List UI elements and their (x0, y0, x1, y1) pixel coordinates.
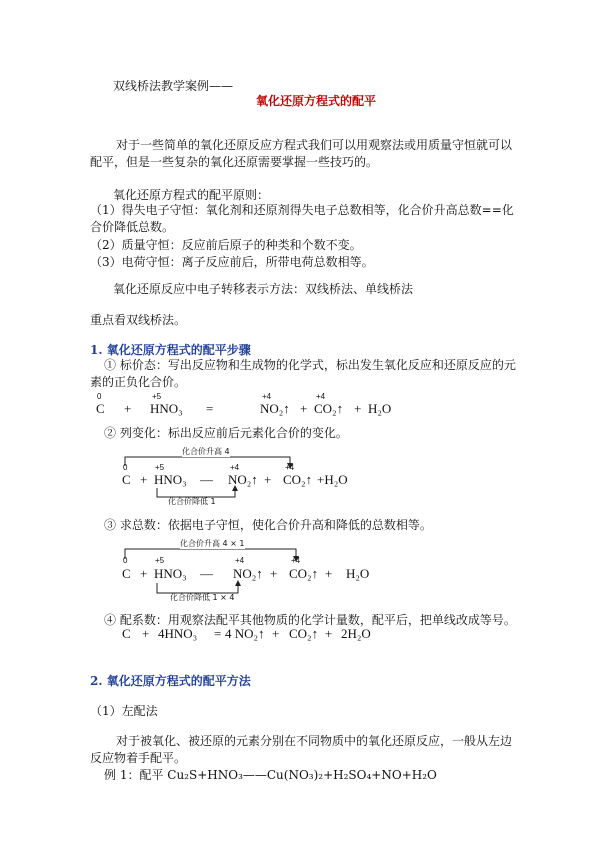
plus-sign: + (140, 472, 148, 487)
decrease-label: 化合价降低 1 (168, 497, 216, 506)
equals-sign: = (206, 401, 214, 416)
plus-sign: + (140, 566, 148, 581)
principle-item: （1）得失电子守恒：氧化剂和还原剂得失电子总数相等，化合价升高总数==化合价降低总数。 (90, 203, 514, 234)
formula-no2: NO₂↑ (228, 472, 258, 487)
plus-sign: + (300, 401, 308, 416)
ox-state: +5 (152, 392, 162, 401)
section2-subheading: （1）左配法 (90, 704, 158, 718)
formula-no2: NO₂↑ (260, 401, 290, 416)
formula-no2: NO₂↑ (233, 566, 263, 581)
ox-state: +5 (155, 556, 165, 565)
increase-label: 化合价升高 4 × 1 (180, 539, 245, 548)
ox-state: 0 (97, 392, 102, 401)
plus-sign: + (142, 626, 150, 641)
section2-description: 对于被氧化、被还原的元素分别在不同物质中的氧化还原反应，一般从左边反应物着手配平。 (90, 734, 513, 765)
ox-state: +4 (291, 556, 301, 565)
plus-sign: + (270, 566, 278, 581)
plus-sign: + (264, 472, 272, 487)
ox-state: 0 (123, 463, 128, 472)
formula-h2o: H₂O (346, 566, 370, 581)
formula-c: C (122, 626, 131, 641)
plus-sign: + (124, 401, 132, 416)
formula-co2: CO₂↑ (289, 626, 319, 641)
formula-h2o: H₂O (368, 401, 392, 416)
step4-text: ④ 配系数：用观察法配平其他物质的化学计量数，配平后，把单线改成等号。 (104, 613, 516, 627)
section1-heading: 1. 氧化还原方程式的配平步骤 (90, 343, 251, 357)
formula-no2: 4 NO₂↑ (225, 626, 265, 641)
equals-sign: = (214, 626, 222, 641)
intro-paragraph: 对于一些简单的氧化还原反应方程式我们可以用观察法或用质量守恒就可以配平，但是一些复杂的氧化还原需要掌握一些技巧的。 (90, 138, 513, 169)
ox-state: +4 (230, 463, 240, 472)
step1-text: ① 标价态：写出反应物和生成物的化学式，标出发生氧化反应和还原反应的元素的正负化合价。 (90, 358, 516, 389)
formula-h2o: +H₂O (317, 472, 348, 487)
ox-state: 0 (123, 556, 128, 565)
formula-hno3: HNO₃ (150, 401, 183, 416)
formula-co2: CO₂↑ (283, 472, 313, 487)
principle-item: （3）电荷守恒：离子反应前后，所带电荷总数相等。 (90, 255, 374, 269)
principle-item: （2）质量守恒：反应前后原子的种类和个数不变。 (90, 238, 362, 252)
plus-sign: + (325, 566, 333, 581)
dash-line: — (200, 472, 213, 487)
formula-c: C (96, 401, 105, 416)
formula-co2: CO₂↑ (314, 401, 344, 416)
increase-label: 化合价升高 4 (182, 447, 230, 456)
formula-h2o: 2H₂O (341, 626, 371, 641)
plus-sign: + (272, 626, 280, 641)
principles-heading: 氧化还原方程式的配平原则： (113, 188, 270, 202)
formula-co2: CO₂↑ (289, 566, 319, 581)
formula-c: C (122, 566, 131, 581)
example-1: 例 1：配平 Cu₂S+HNO₃——Cu(NO₃)₂+H₂SO₄+NO+H₂O (104, 768, 437, 782)
page-title: 氧化还原方程式的配平 (256, 94, 377, 108)
section2-heading: 2. 氧化还原方程式的配平方法 (90, 674, 251, 688)
formula-c: C (122, 472, 131, 487)
decrease-label: 化合价降低 1 × 4 (170, 593, 235, 602)
ox-state: +4 (316, 392, 326, 401)
step2-text: ② 列变化：标出反应前后元素化合价的变化。 (104, 426, 348, 440)
plus-sign: + (325, 626, 333, 641)
formula-hno3: 4HNO₃ (158, 626, 198, 641)
ox-state: +4 (262, 392, 272, 401)
plus-sign: + (354, 401, 362, 416)
ox-state: +4 (235, 556, 245, 565)
case-label: 双线桥法教学案例—— (113, 79, 234, 93)
methods-line: 氧化还原反应中电子转移表示方法：双线桥法、单线桥法 (113, 282, 414, 296)
focus-line: 重点看双线桥法。 (90, 313, 187, 327)
ox-state: +4 (285, 463, 295, 472)
ox-state: +5 (155, 463, 165, 472)
step3-text: ③ 求总数：依据电子守恒，使化合价升高和降低的总数相等。 (104, 518, 432, 532)
dash-line: — (200, 566, 213, 581)
formula-hno3: HNO₃ (154, 566, 187, 581)
formula-hno3: HNO₃ (154, 472, 187, 487)
